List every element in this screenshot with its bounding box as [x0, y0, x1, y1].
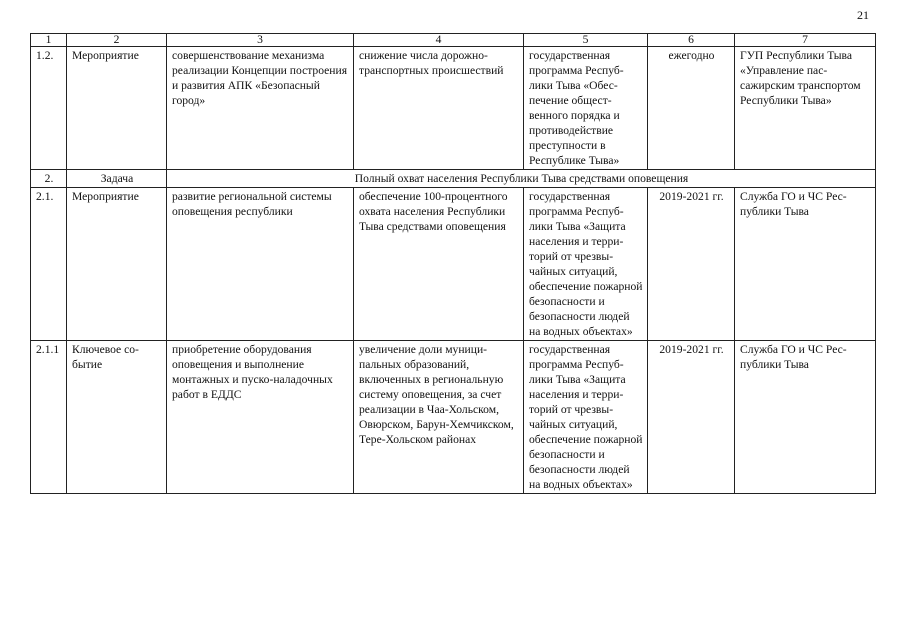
row-program: государственная программа Республики Тыва «Защита населения и территорий от чрезвычайных ситуаций, обеспечение пожарной безопасности и безопасности людей на водных объектах» [524, 188, 648, 341]
task-type: Задача [67, 170, 167, 188]
column-header: 7 [735, 34, 876, 47]
page-number: 21 [857, 8, 869, 22]
column-header: 5 [524, 34, 648, 47]
row-result: снижение числа дорожно-транспортных происшествий [354, 47, 524, 170]
column-header: 6 [648, 34, 735, 47]
row-term: 2019-2021 гг. [648, 341, 735, 494]
row-name: развитие региональной системы оповещения республики [167, 188, 354, 341]
row-program: государственная программа Республики Тыва «Защита населения и территорий от чрезвычайных ситуаций, обеспечение пожарной безопасности и безопасности людей на водных объектах» [524, 341, 648, 494]
row-result: увеличение доли муниципальных образований, включенных в региональную систему оповещения, за счет реализации в Чаа-Хольском, Овюрском, Барун-Хемчикском, Тере-Хольском районах [354, 341, 524, 494]
row-number: 1.2. [31, 47, 67, 170]
row-result: обеспечение 100-процентного охвата населения Республики Тыва средствами оповещения [354, 188, 524, 341]
row-name: совершенствование механизма реализации Концепции построения и развития АПК «Безопасный город» [167, 47, 354, 170]
row-term: ежегодно [648, 47, 735, 170]
column-header: 3 [167, 34, 354, 47]
action-plan-table [30, 33, 876, 494]
column-number-row [31, 34, 876, 47]
row-name: приобретение оборудования оповещения и выполнение монтажных и пуско-наладочных работ в ЕДДС [167, 341, 354, 494]
row-executor: Служба ГО и ЧС Республики Тыва [735, 188, 876, 341]
row-number: 2.1. [31, 188, 67, 341]
row-type: Ключевое событие [67, 341, 167, 494]
column-header: 4 [354, 34, 524, 47]
row-term: 2019-2021 гг. [648, 188, 735, 341]
task-number: 2. [31, 170, 67, 188]
table-row [31, 341, 876, 494]
table-row [31, 188, 876, 341]
column-header: 2 [67, 34, 167, 47]
task-row [31, 170, 876, 188]
row-type: Мероприятие [67, 188, 167, 341]
row-number: 2.1.1 [31, 341, 67, 494]
row-executor: ГУП Республики Тыва «Управление пассажирским транспортом Республики Тыва» [735, 47, 876, 170]
row-executor: Служба ГО и ЧС Республики Тыва [735, 341, 876, 494]
row-program: государственная программа Республики Тыва «Обеспечение общественного порядка и противодействие преступности в Республике Тыва» [524, 47, 648, 170]
row-type: Мероприятие [67, 47, 167, 170]
task-text: Полный охват населения Республики Тыва средствами оповещения [167, 170, 876, 188]
column-header: 1 [31, 34, 67, 47]
table-row [31, 47, 876, 170]
